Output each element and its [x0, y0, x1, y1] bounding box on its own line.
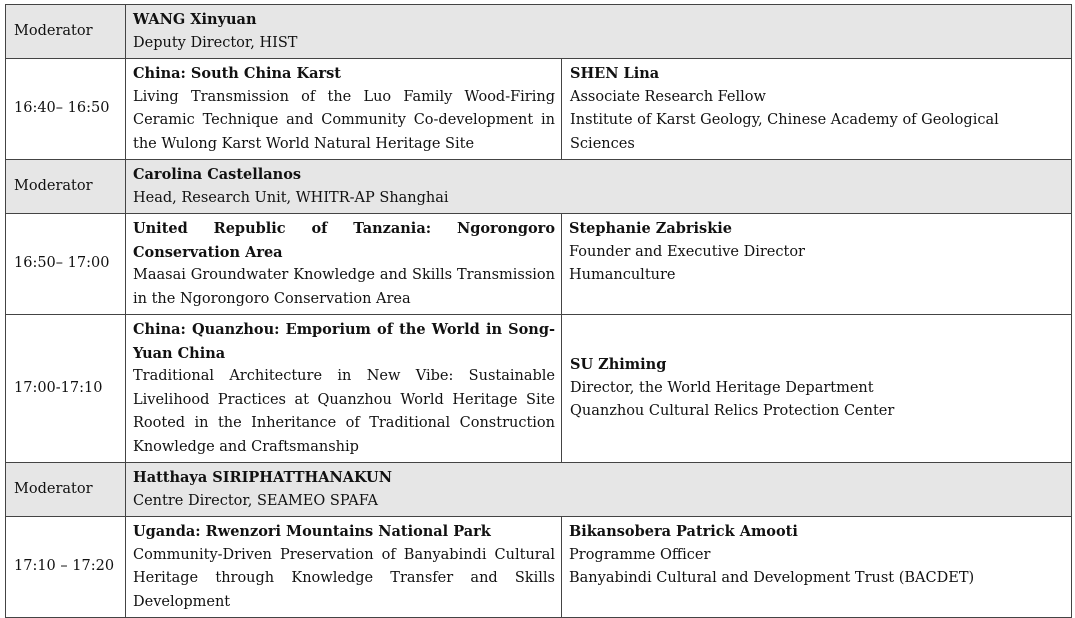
talk-title: Maasai Groundwater Knowledge and Skills Transmission in the Ngorongoro Conservation Area: [133, 267, 555, 307]
moderator-role: Head, Research Unit, WHITR-AP Shanghai: [133, 189, 449, 206]
site-title: Uganda: Rwenzori Mountains National Park: [133, 523, 491, 540]
site-title: United Republic of Tanzania: Ngorongoro Conservation Area: [133, 220, 555, 261]
moderator-cell: [126, 463, 1072, 517]
session-row: [6, 59, 1072, 160]
talk-cell: [126, 517, 562, 618]
session-row: [6, 315, 1072, 463]
speaker-title: Associate Research Fellow: [570, 88, 766, 105]
session-row: [6, 214, 1072, 315]
moderator-row: [6, 5, 1072, 59]
moderator-role: Deputy Director, HIST: [133, 34, 298, 51]
moderator-role: Centre Director, SEAMEO SPAFA: [133, 492, 378, 509]
moderator-row: [6, 463, 1072, 517]
time-cell: 17:00-17:10: [6, 315, 126, 463]
speaker-affiliation: Institute of Karst Geology, Chinese Academy of Geological Sciences: [570, 112, 999, 152]
time-cell: 17:10 – 17:20: [6, 517, 126, 618]
programme-table: [5, 4, 1072, 618]
session-row: [6, 517, 1072, 618]
time-cell: Moderator: [6, 463, 126, 517]
speaker-cell: [562, 315, 1072, 463]
speaker-cell: [562, 517, 1072, 618]
speaker-name: SU Zhiming: [570, 356, 667, 374]
speaker-name: SHEN Lina: [570, 65, 660, 82]
speaker-cell: [562, 214, 1072, 315]
talk-title: Community-Driven Preservation of Banyabindi Cultural Heritage through Knowledge Transfer and Skills Development: [133, 546, 555, 610]
moderator-cell: [126, 160, 1072, 214]
time-cell: 16:50– 17:00: [6, 214, 126, 315]
speaker-title: Director, the World Heritage Department: [570, 379, 874, 396]
speaker-cell: [562, 59, 1072, 160]
talk-cell: [126, 214, 562, 315]
moderator-cell: [126, 5, 1072, 59]
speaker-title: Founder and Executive Director: [569, 243, 805, 260]
speaker-title: Programme Officer: [569, 546, 711, 563]
time-cell: 16:40– 16:50: [6, 59, 126, 160]
speaker-name: Stephanie Zabriskie: [569, 220, 733, 237]
speaker-affiliation: Humanculture: [569, 267, 676, 283]
talk-cell: [126, 315, 562, 463]
time-cell: Moderator: [6, 5, 126, 59]
speaker-name: Bikansobera Patrick Amooti: [569, 523, 798, 540]
site-title: China: South China Karst: [133, 65, 341, 82]
moderator-name: Hatthaya SIRIPHATTHANAKUN: [133, 469, 392, 486]
talk-title: Living Transmission of the Luo Family Wood-Firing Ceramic Technique and Community Co-development in the Wulong Karst World Natural Heritage Site: [133, 88, 555, 152]
talk-title: Traditional Architecture in New Vibe: Sustainable Livelihood Practices at Quanzhou World Heritage Site Rooted in the Inheritance of Traditional Construction Knowledge and Craftsmanship: [133, 368, 555, 455]
moderator-name: WANG Xinyuan: [133, 11, 257, 28]
site-title: China: Quanzhou: Emporium of the World in Song-Yuan China: [133, 321, 555, 362]
moderator-name: Carolina Castellanos: [133, 166, 302, 183]
speaker-affiliation: Banyabindi Cultural and Development Trust (BACDET): [569, 570, 975, 586]
speaker-affiliation: Quanzhou Cultural Relics Protection Center: [570, 403, 895, 420]
time-cell: Moderator: [6, 160, 126, 214]
moderator-row: [6, 160, 1072, 214]
talk-cell: [126, 59, 562, 160]
